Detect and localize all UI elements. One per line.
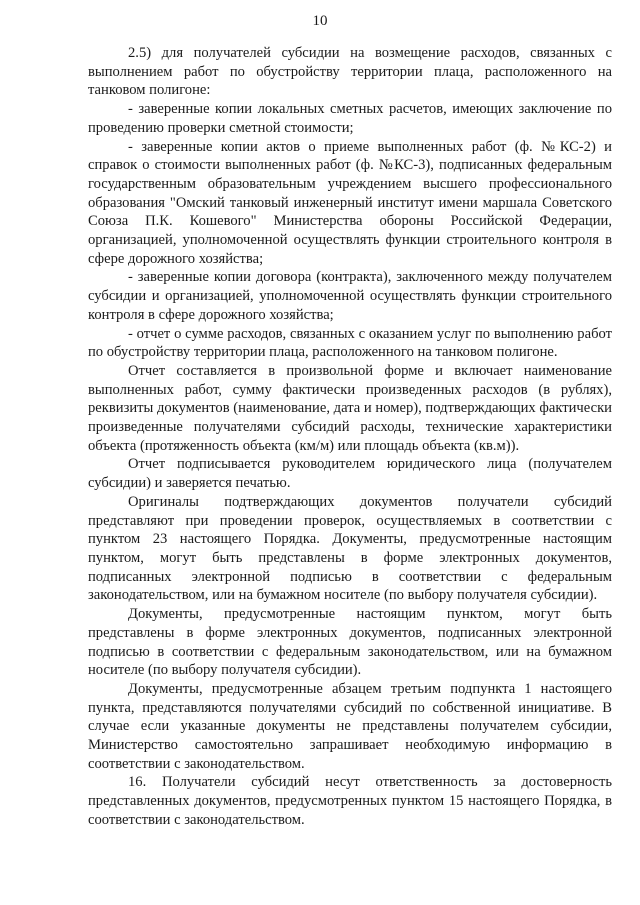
paragraph-smeta-copies: - заверенные копии локальных сметных расчетов, имеющих заключение по проведению проверки сметной стоимости; — [88, 101, 612, 136]
paragraph-report-signature: Отчет подписывается руководителем юридического лица (получателем субсидии) и заверяется печатью. — [88, 456, 612, 492]
document-body — [88, 44, 612, 830]
paragraph-originals: Оригиналы подтверждающих документов получатели субсидий представляют при проведении проверок, осуществляемых в соответствии с пунктом 23 настоящего Порядка. Документы, предусмотренные настоящим пунктом, могут быть представлены в форме электронных документов, подписанных электронной подписью в соответствии с федеральным законодательством, или на бумажном носителе (по выбору получателя субсидии). — [88, 493, 612, 604]
page-number: 10 — [312, 13, 328, 29]
paragraph-2-5-intro: 2.5) для получателей субсидии на возмещение расходов, связанных с выполнением работ по обустройству территории плаца, расположенного на танковом полигоне: — [88, 45, 612, 99]
paragraph-acts-copies: - заверенные копии актов о приеме выполненных работ (ф. №КС-2) и справок о стоимости выполненных работ (ф. №КС-3), подписанных федеральным государственным образовательным учреждением высшего профессионального образования "Омский танковый инженерный институт имени маршала Советского Союза П.К. Кошевого" Министерства обороны Российской Федерации, организацией, уполномоченной осуществлять функции строительного контроля в сфере дорожного хозяйства; — [88, 138, 612, 267]
paragraph-16-responsibility: 16. Получатели субсидий несут ответственность за достоверность представленных документов, предусмотренных пунктом 15 настоящего Порядка, в соответствии с законодательством. — [88, 774, 612, 828]
paragraph-own-initiative: Документы, предусмотренные абзацем третьим подпункта 1 настоящего пункта, представляются получателями субсидий по собственной инициативе. В случае если указанные документы не представлены получателем субсидии, Министерство самостоятельно запрашивает необходимую информацию в соответствии с законодательством. — [88, 680, 612, 772]
paragraph-contract-copies: - заверенные копии договора (контракта), заключенного между получателем субсидии и организацией, уполномоченной осуществлять функции строительного контроля в сфере дорожного хозяйства; — [88, 269, 612, 323]
paragraph-electronic-documents: Документы, предусмотренные настоящим пунктом, могут быть представлены в форме электронных документов, подписанных электронной подписью в соответствии с федеральным законодательством, или на бумажном носителе (по выбору получателя субсидии). — [88, 606, 612, 679]
paragraph-report-form: Отчет составляется в произвольной форме и включает наименование выполненных работ, сумму фактически произведенных расходов (в рублях), реквизиты документов (наименование, дата и номер), подтверждающих фактически произведенные получателями субсидий расходы, технические характеристики объекта (протяженность объекта (км/м) или площадь объекта (кв.м)). — [88, 362, 612, 454]
paragraph-expense-report: - отчет о сумме расходов, связанных с оказанием услуг по выполнению работ по обустройству территории плаца, расположенного на танковом полигоне. — [88, 325, 612, 361]
